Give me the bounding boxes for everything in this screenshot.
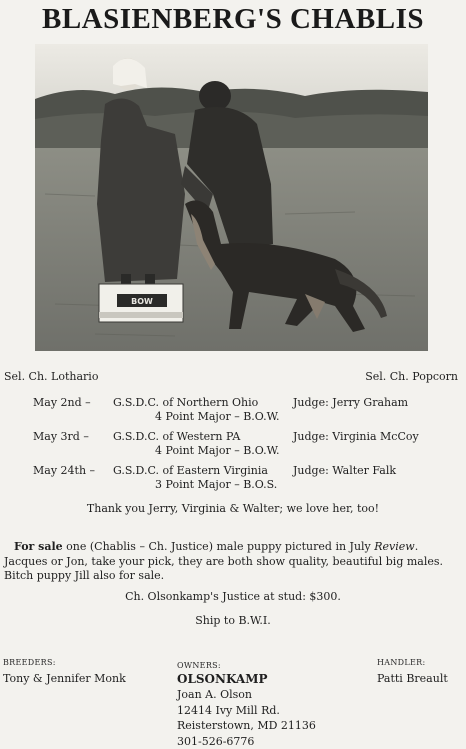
sire-name: Sel. Ch. Lothario: [4, 370, 98, 383]
handler-label: HANDLER:: [377, 658, 448, 667]
breeders-names: Tony & Jennifer Monk: [3, 672, 126, 685]
win-date: May 24th –: [33, 464, 113, 477]
for-sale-text-2: . Jacques or Jon, take your pick, they are both show quality, beautiful big males. Bitch puppy Jill also for sale.: [4, 540, 443, 582]
win-date: May 2nd –: [33, 396, 113, 409]
for-sale-text: one (Chablis – Ch. Justice) male puppy pictured in July: [63, 540, 375, 553]
win-club: G.S.D.C. of Western PA: [113, 430, 293, 443]
handler-block: [377, 658, 448, 685]
owner-city: Reisterstown, MD 21136: [177, 718, 316, 734]
win-entry: [33, 396, 453, 423]
win-club: G.S.D.C. of Eastern Virginia: [113, 464, 293, 477]
owner-name: Joan A. Olson: [177, 687, 316, 703]
win-date: May 3rd –: [33, 430, 113, 443]
win-entry: [33, 430, 453, 457]
win-award: 4 Point Major – B.O.W.: [33, 444, 453, 457]
owner-street: 12414 Ivy Mill Rd.: [177, 703, 316, 719]
dam-name: Sel. Ch. Popcorn: [365, 370, 458, 383]
win-judge: Judge: Walter Falk: [293, 464, 396, 477]
ad-title: BLASIENBERG'S CHABLIS: [0, 3, 466, 36]
stud-notice: Ch. Olsonkamp's Justice at stud: $300.: [0, 590, 466, 603]
breeders-block: [3, 658, 126, 685]
handler-name: Patti Breault: [377, 672, 448, 685]
for-sale-lead: For sale: [4, 540, 63, 553]
win-entry: [33, 464, 453, 491]
bow-sign-text: BOW: [131, 297, 153, 306]
win-award: 3 Point Major – B.O.S.: [33, 478, 453, 491]
owners-label: OWNERS:: [177, 658, 316, 674]
thank-you-note: Thank you Jerry, Virginia & Walter; we love her, too!: [0, 502, 466, 515]
owner-phone: 301-526-6776: [177, 734, 316, 749]
kennel-name: OLSONKAMP: [177, 672, 316, 688]
breeders-label: BREEDERS:: [3, 658, 126, 667]
wins-list: [33, 396, 453, 498]
owners-block: [177, 658, 316, 749]
review-title: Review: [374, 540, 414, 553]
win-judge: Judge: Virginia McCoy: [293, 430, 419, 443]
show-photo: [35, 44, 428, 351]
ship-notice: Ship to B.W.I.: [0, 614, 466, 627]
for-sale-paragraph: [4, 540, 460, 584]
win-award: 4 Point Major – B.O.W.: [33, 410, 453, 423]
win-judge: Judge: Jerry Graham: [293, 396, 408, 409]
win-club: G.S.D.C. of Northern Ohio: [113, 396, 293, 409]
